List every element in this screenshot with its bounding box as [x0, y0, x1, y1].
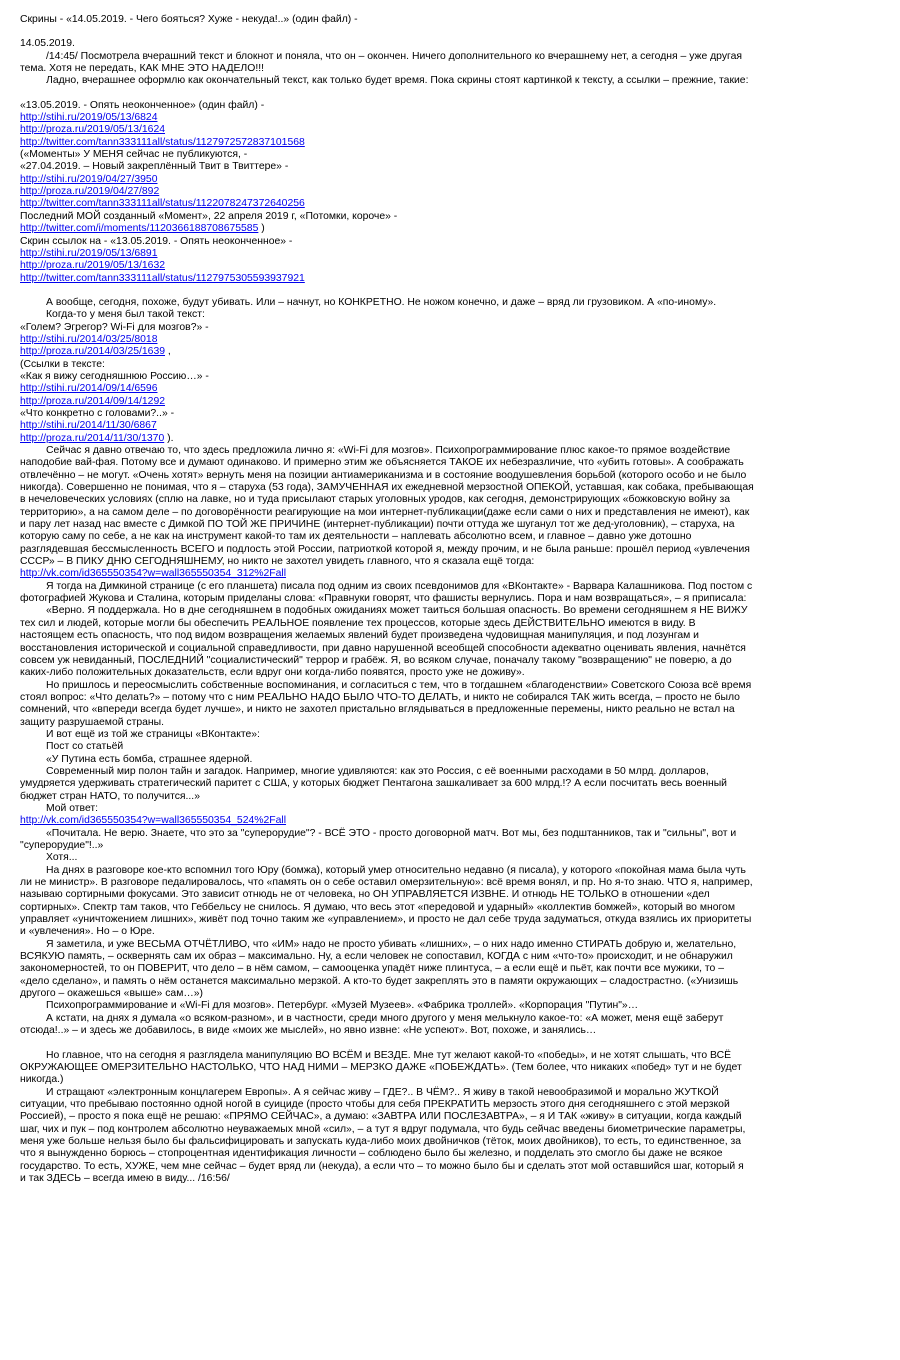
text-line: Когда-то у меня был такой текст: — [46, 309, 205, 321]
hyperlink[interactable]: http://proza.ru/2014/03/25/1639 — [20, 346, 166, 358]
link-line — [20, 198, 880, 210]
text-line: настоящем есть опасность, что под видом возвращения желаемых явлений будет произведена чудовищная манипуляция, и под лозунгам и — [20, 630, 699, 642]
text-line: каких-либо положительных доказательств, если вдруг они когда-либо появятся, просто уже не доживу». — [20, 667, 525, 679]
text-line: А кстати, на днях я думала «о всяком-разном», и в частности, среди много другого у меня мелькнуло какое-то: «А может, меня ещё заберут — [46, 1012, 724, 1024]
hyperlink[interactable]: http://stihi.ru/2014/09/14/6596 — [20, 383, 158, 395]
text-line: тема. Хотя не передать, КАК МНЕ ЭТО НАДЕЛО!!! — [20, 63, 264, 75]
hyperlink[interactable]: http://proza.ru/2014/11/30/1370 — [20, 432, 165, 444]
text-line: восстановления исторической и социальной справедливости, при давно нарушенной всеобщей способности адекватно оценивать явления, начнётся — [20, 642, 746, 654]
text-line: СССР» – В ПИКУ ДНЮ СЕГОДНЯШНЕМУ, но никто не захотел увидеть главного, что я сказала ещё тогда: — [20, 556, 535, 568]
hyperlink[interactable]: http://twitter.com/tann333111all/status/1122078247372640256 — [20, 198, 305, 210]
text-line: и пару лет назад нас вместе с Димкой ПО ТОЙ ЖЕ ПРИЧИНЕ (интернет-публикации) почти оттуда же шуганул тот же дед-уголовник), – старуха, на — [20, 519, 735, 531]
text-line: «13.05.2019. - Опять неоконченное» (один файл) - — [20, 99, 265, 111]
hyperlink[interactable]: http://stihi.ru/2014/03/25/8018 — [20, 333, 158, 345]
text-line: закономерностей, то он ПОВЕРИТ, что дело – в нём самом, – самооценка упадёт ниже плинтуса, – а если ещё и пьёт, как почти все мужики, то – — [20, 963, 724, 975]
link-line — [20, 815, 880, 827]
text-line: «27.04.2019. – Новый закреплённый Твит в Твиттере» - — [20, 161, 289, 173]
text-line: которую саму по себе, а не как на инструмент какой-то там их деятельности – наплевать абсолютно всем, и главное – давно уже дотошно — [20, 531, 692, 543]
link-line — [20, 433, 880, 445]
text-line: сомнений, что «впереди всегда будет лучше», и никто не захотел пристально вглядываться в предложенные перемены, никто реально не встал на — [20, 704, 735, 716]
spacer — [20, 88, 880, 100]
text-line: называю сортирными фокусами. Это зависит отнюдь не от человека, но ОН УПРАВЛЯЕТСЯ ИЗВНЕ. И отнюдь НЕ ТОЛЬКО в отношении «дел — [20, 889, 710, 901]
text-line: никогда). Совершенно не понимая, что я – старуха (53 года), ЗАМУЧЕННАЯ их ежедневной мерзостной ОПЕКОЙ, уставшая, как собака, пребывающая — [20, 482, 754, 494]
text-line: Россией), – просто я пока ещё не решаю: «ПРЯМО СЕЙЧАС», а думаю: «ЗАВТРА ИЛИ ПОСЛЕЗАВТРА», – я И ТАК «живу» в ситуации, когда каждый — [20, 1111, 742, 1123]
link-suffix: ) — [258, 223, 265, 235]
text-line: («Моменты» У МЕНЯ сейчас не публикуются, - — [20, 149, 248, 161]
text-line: ВСЯКУЮ память, – осквернять сам их образ – максимально. Ну, а если человек не сопоставил, КОГДА с ним «что-то» происходит, и не обнаружил — [20, 951, 733, 963]
text-line: что я вынужденно борюсь – стопроцентная идентификация личности – соблюдено было бы железно, и подделать это смогло бы даже не всякое — [20, 1148, 723, 1160]
text-line: защиту разрушаемой страны. — [20, 716, 165, 728]
text-line: /14:45/ Посмотрела вчерашний текст и блокнот и поняла, что он – окончен. Ничего дополнительного ко вчерашнему нет, а сегодня – уже другая — [46, 50, 743, 62]
link-line — [20, 112, 880, 124]
text-line: «Верно. Я поддержала. Но в дне сегодняшнем в подобных ожиданиях может таиться большая опасность. Во времени сегодняшнем я НЕ ВИЖУ — [46, 605, 748, 617]
text-line: Хотя... — [46, 852, 78, 864]
text-line: Я заметила, и уже ВЕСЬМА ОТЧЁТЛИВО, что «ИМ» надо не просто убивать «лишних», – о них надо именно СТИРАТЬ добрую и, желательно, — [46, 938, 737, 950]
hyperlink[interactable]: http://twitter.com/i/moments/1120366188708675585 — [20, 223, 259, 235]
link-line — [20, 223, 880, 235]
text-line: «Как я вижу сегодняшнюю Россию…» - — [20, 370, 209, 382]
text-line: И вот ещё из той же страницы «ВКонтакте»: — [46, 728, 260, 740]
text-line: Но пришлось и переосмыслить собственные воспоминания, и согласиться с тем, что в тогдашнем «благоденствии» Советского Союза всё время — [46, 679, 752, 691]
link-line — [20, 346, 880, 358]
text-line: и «увлечения». Но – о Юре. — [20, 926, 155, 938]
hyperlink[interactable]: http://proza.ru/2019/05/13/1632 — [20, 260, 166, 272]
text-line: умудряется удерживать стратегический паритет с США, у которых бюджет Пентагона зашкаливает за 600 млрд.!? А если посчитать весь военный — [20, 778, 727, 790]
hyperlink[interactable]: http://vk.com/id365550354?w=wall365550354_524%2Fall — [20, 815, 287, 827]
link-suffix: , — [165, 346, 171, 358]
hyperlink[interactable]: http://twitter.com/tann333111all/status/1127972572837101568 — [20, 136, 305, 148]
text-line: фотографией Жукова и Сталина, которым приделаны слова: «Правнуки говорят, что фашисты вернулись. Пора и нам возвращаться», – я приписала: — [20, 593, 747, 605]
hyperlink[interactable]: http://stihi.ru/2019/05/13/6891 — [20, 247, 158, 259]
link-line — [20, 334, 880, 346]
spacer — [20, 26, 880, 38]
text-line: Ладно, вчерашнее оформлю как окончательный текст, как только будет время. Пока скрины стоят картинкой к тексту, а ссылки – прежние, такие: — [46, 75, 749, 87]
entry-date: 14.05.2019. — [20, 38, 75, 50]
text-line: «Голем? Эгрегор? Wi-Fi для мозгов?» - — [20, 321, 209, 333]
text-line: тех сил и людей, которые могли бы обеспечить РЕАЛЬНОЕ появление тех процессов, которые здесь ДЕЙСТВИТЕЛЬНО имеются в виду. В — [20, 617, 696, 629]
text-line: никогда.) — [20, 1074, 64, 1086]
body-text — [20, 297, 880, 1185]
text-line: отсюда!..» – и здесь же добавилось, в виде «моих же мыслей», но явно извне: «Не успеют». Вот, похоже, и занялись… — [20, 1025, 597, 1037]
hyperlink[interactable]: http://vk.com/id365550354?w=wall365550354_312%2Fall — [20, 568, 287, 580]
text-line: отвлечённо – не могут. «Очень хотят» вернуть меня на позиции антиамериканизма и в состояние воодушевления борьбой (которого особо и не было — [20, 469, 747, 481]
link-line — [20, 420, 880, 432]
link-line — [20, 260, 880, 272]
link-line — [20, 396, 880, 408]
hyperlink[interactable]: http://proza.ru/2019/04/27/892 — [20, 186, 160, 198]
text-line: Я тогда на Димкиной странице (с его планшета) писала под одним из своих псевдонимов для «ВКонтакте» - Варвара Калашникова. Под постом с — [46, 580, 753, 592]
link-line — [20, 174, 880, 186]
text-line: стоял вопрос: «Что делать?» – потому что с ним РЕАЛЬНО НАДО БЫЛО ЧТО-ТО ДЕЛАТЬ, и никто не собирался ТАК жить всегда, – просто не было — [20, 691, 740, 703]
intro-paragraph — [20, 51, 880, 88]
text-line: совсем уж невиданный, ПОСЛЕДНИЙ "социалистический" террор и грабёж. Я, во всяком случае, поначалу такому "возвращению" не поверю, а до — [20, 654, 732, 666]
text-line: и так ЗДЕСЬ – всегда имею в виду... /16:56/ — [20, 1172, 230, 1184]
text-line: "суперорудие"!..» — [20, 840, 104, 851]
text-line: И стращают «электронным концлагерем Европы». А я сейчас живу – ГДЕ?.. В ЧЁМ?.. Я живу в такой невообразимой и морально ЖУТКОЙ — [46, 1086, 719, 1098]
hyperlink[interactable]: http://proza.ru/2014/09/14/1292 — [20, 395, 166, 407]
links-block — [20, 100, 880, 285]
text-line: «У Путина есть бомба, страшнее ядерной. — [46, 753, 253, 765]
link-line — [20, 568, 880, 580]
text-line: ситуации, что пребываю постоянно одной ногой в суициде (просто чтобы для себя ПРЕКРАТИТЬ мерзость этого дня сегодняшнего с этой мерзкой — [20, 1098, 730, 1110]
text-line: «Почитала. Не верю. Знаете, что это за "суперорудие"? - ВСЁ ЭТО - просто договорной матч. Вот мы, без подштанников, так и "сильны", вот и — [46, 827, 737, 839]
text-line: Психопрограммирование и «Wi-Fi для мозгов». Петербург. «Музей Музеев». «Фабрика троллей». «Корпорация "Путин"»… — [46, 1000, 639, 1012]
hyperlink[interactable]: http://twitter.com/tann333111all/status/1127975305593937921 — [20, 272, 305, 284]
text-line: На днях в разговоре кое-кто вспомнил того Юру (бомжа), который умер относительно недавно (я писала), у которого «покойная мама была чуть — [46, 864, 746, 876]
link-line — [20, 186, 880, 198]
text-line: Современный мир полон тайн и загадок. Например, многие удивляются: как это Россия, с её военными расходами в 50 млрд. долларов, — [46, 765, 709, 777]
hyperlink[interactable]: http://stihi.ru/2019/05/13/6824 — [20, 112, 158, 124]
hyperlink[interactable]: http://stihi.ru/2014/11/30/6867 — [20, 420, 157, 432]
text-line: разглядевшая бессмысленность ВСЕГО и подлость этой России, патриоткой которой я, между прочим, и не была раньше: прошёл период «увлечения — [20, 543, 750, 555]
text-line: другого – окажешься «выше» сам…») — [20, 988, 203, 1000]
text-line: Но главное, что на сегодня я разглядела манипуляцию ВО ВСЁМ и ВЕЗДЕ. Мне тут желают какой-то «победы», и не хотят слышать, что ВСЁ — [46, 1049, 732, 1061]
hyperlink[interactable]: http://proza.ru/2019/05/13/1624 — [20, 124, 166, 136]
text-line: наподобие вай-фая. Потому все и думают одинаково. И примерно этим же объясняется ТАКОЕ их небезразличие, что «убить готовы». А соображать — [20, 457, 744, 469]
text-line: сортирных». Спектр там таков, что Геббельсу не снилось. Я думаю, что весь этот «передовой и ударный» «коллектив бомжей», который во многом — [20, 901, 735, 913]
text-line: ли не министр». В разговоре педалировалось, что «память он о себе оставил омерзительную»: всё время вонял, и пр. Но я-то знаю. ЧТО я, например, — [20, 877, 753, 889]
link-line — [20, 383, 880, 395]
text-line: Мой ответ: — [46, 802, 99, 814]
document-title: Скрины - «14.05.2019. - Чего бояться? Хуже - некуда!..» (один файл) - — [20, 14, 358, 25]
text-line: Сейчас я давно отвечаю то, что здесь предложила лично я: «Wi-Fi для мозгов». Психопрограммирование плюс какое-то прямое воздействие — [46, 445, 731, 456]
text-line: Пост со статьёй — [46, 741, 124, 753]
text-line: управляет «уничтожением лишних», живёт под точно таким же «управлением», и просто не дал себе труда задуматься, откуда взялись их приоритеты — [20, 914, 752, 926]
text-line: «дело сделано», и память о нём останется максимально мерзкой. А кто-то будет закреплять это в памяти окружающих – сладострастно. («Унизишь — [20, 975, 739, 987]
text-line: «Что конкретно с головами?..» - — [20, 407, 175, 419]
text-line: в нечеловеческих условиях (сплю на лавке, но и туда присылают старых уголовных уродов, как сегодня, демонстрирующих «божковскую войну за — [20, 494, 731, 506]
link-line — [20, 273, 880, 285]
text-line: государство. То есть, ХУЖЕ, чем мне сейчас – будет вряд ли (некуда), а если что – то можно было бы и сделать этот мой оставшийся шаг, который я — [20, 1160, 744, 1172]
text-line: бюджет стран НАТО, то получится...» — [20, 790, 200, 802]
link-line — [20, 248, 880, 260]
text-line: (Ссылки в тексте: — [20, 358, 105, 370]
text-line: территорию», а на самом деле – по договорённости реагирующие на мои интернет-публикации(даже если сами о них и представления не имеют), как — [20, 506, 750, 518]
text-line: меня уже больше нельзя было бы фальсифицировать и запускать куда-либо моих двойничков (тёток, моих двойников), то есть, то единственное, за — [20, 1135, 742, 1147]
text-line: А вообще, сегодня, похоже, будут убивать. Или – начнут, но КОНКРЕТНО. Не ножом конечно, и даже – вряд ли грузовиком. А «по-иному». — [46, 296, 717, 308]
paragraph-gap — [20, 1038, 880, 1050]
text-line: Скрин ссылок на - «13.05.2019. - Опять неоконченное» - — [20, 235, 293, 247]
link-line — [20, 124, 880, 136]
text-line: Последний МОЙ созданный «Момент», 22 апреля 2019 г, «Потомки, короче» - — [20, 210, 398, 222]
text-line: шаг, чих и пук – под контролем абсолютно неуважаемых мной «сил», – а тут я вдруг подумала, что будь сейчас введены биометрические параметры, — [20, 1123, 746, 1135]
link-suffix: ). — [164, 432, 174, 444]
hyperlink[interactable]: http://stihi.ru/2019/04/27/3950 — [20, 173, 158, 185]
link-line — [20, 137, 880, 149]
spacer — [20, 285, 880, 297]
text-line: ОКРУЖАЮЩЕЕ ОМЕРЗИТЕЛЬНО НАСТОЛЬКО, ЧТО НАД НИМИ – МЕРЗКО ДАЖЕ «ПОБЕЖДАТЬ». (Тем более, что никаких «побед» тут и не будет — [20, 1061, 742, 1073]
